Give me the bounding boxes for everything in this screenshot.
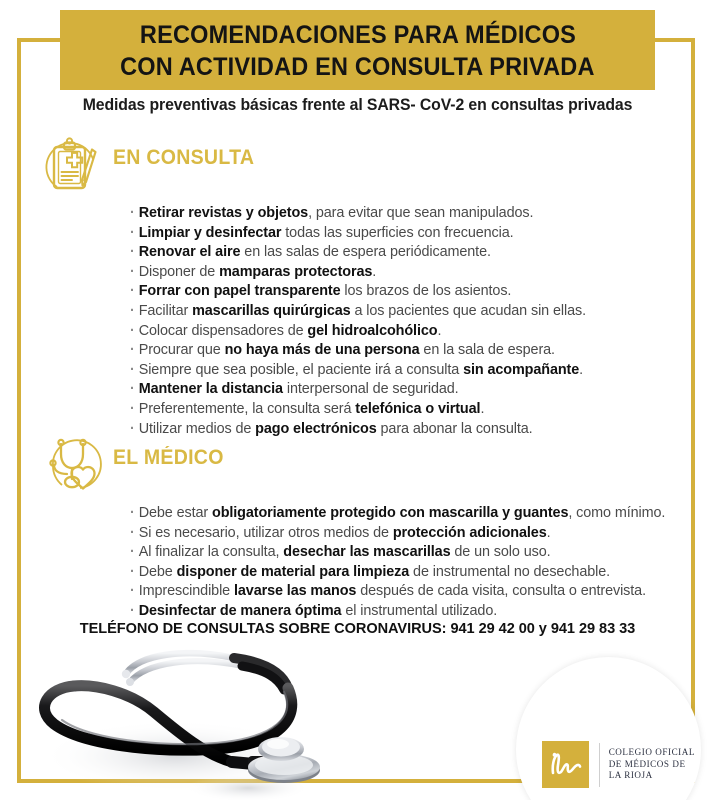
list-item <box>130 543 715 563</box>
item-text-prefix: Disponer de <box>138 263 220 280</box>
list-item <box>130 361 715 381</box>
item-text-emphasis: Renovar el aire <box>138 244 241 261</box>
item-text-emphasis: mascarillas quirúrgicas <box>192 302 351 319</box>
list-item <box>130 563 715 583</box>
item-text-prefix: Preferentemente, la consulta será <box>138 400 356 417</box>
poster-title-line-1: RECOMENDACIONES PARA MÉDICOS <box>139 20 576 49</box>
item-text-rest: interpersonal de seguridad. <box>282 381 459 398</box>
item-text-emphasis: desechar las mascarillas <box>283 544 451 561</box>
item-text-emphasis: gel hidroalcohólico <box>307 322 438 339</box>
item-text-emphasis: obligatoriamente protegido con mascarilla y guantes <box>212 505 569 521</box>
bullet-list-el-medico <box>130 504 715 622</box>
item-text-rest: los brazos de los asientos. <box>340 283 512 300</box>
item-text-rest: el instrumental utilizado. <box>341 602 498 619</box>
item-text-emphasis: Desinfectar de manera óptima <box>138 602 342 619</box>
section-header <box>0 130 715 204</box>
list-item <box>130 582 715 602</box>
item-text-prefix: Debe <box>138 563 177 580</box>
item-text-rest: para abonar la consulta. <box>376 420 533 437</box>
item-text-rest: . <box>579 361 584 378</box>
item-text-prefix: Imprescindible <box>138 583 234 600</box>
list-item <box>130 263 715 283</box>
item-text-emphasis: disponer de material para limpieza <box>176 563 410 580</box>
section-header <box>0 430 715 504</box>
logo-text-block <box>609 747 695 782</box>
section-title-el-medico: EL MÉDICO <box>113 446 224 469</box>
list-item <box>130 524 715 544</box>
list-item <box>130 380 715 400</box>
item-text-emphasis: sin acompañante <box>463 361 580 378</box>
stethoscope-photo <box>26 636 406 800</box>
logo-text-line-2: DE MÉDICOS DE <box>608 758 686 769</box>
list-item <box>130 302 715 322</box>
logo-text-line-1: COLEGIO OFICIAL <box>608 747 695 758</box>
section-en-consulta <box>0 130 715 439</box>
item-text-emphasis: Retirar revistas y objetos <box>138 205 309 221</box>
item-text-prefix: Al finalizar la consulta, <box>138 544 284 561</box>
item-text-emphasis: Limpiar y desinfectar <box>138 224 282 241</box>
bullet-list-en-consulta <box>130 204 715 439</box>
item-text-rest: en las salas de espera periódicamente. <box>240 244 491 261</box>
item-text-emphasis: Mantener la distancia <box>138 381 283 398</box>
item-text-rest: de instrumental no desechable. <box>409 563 611 580</box>
item-text-emphasis: lavarse las manos <box>233 583 357 600</box>
item-text-rest: . <box>546 524 551 541</box>
list-item <box>130 504 715 524</box>
list-item <box>130 341 715 361</box>
item-text-rest: . <box>372 263 377 280</box>
item-text-emphasis: telefónica o virtual <box>355 400 481 417</box>
item-text-rest: . <box>480 400 485 417</box>
list-item <box>130 243 715 263</box>
logo-brushstroke-m-icon <box>542 741 589 788</box>
item-text-rest: , para evitar que sean manipulados. <box>308 205 534 221</box>
stethoscope-heart-icon <box>36 430 108 502</box>
list-item <box>130 282 715 302</box>
item-text-emphasis: pago electrónicos <box>255 420 377 437</box>
item-text-emphasis: protección adicionales <box>392 524 547 541</box>
item-text-prefix: Facilitar <box>138 302 193 319</box>
item-text-prefix: Siempre que sea posible, el paciente irá a consulta <box>138 361 464 378</box>
item-text-rest: después de cada visita, consulta o entrevista. <box>356 583 646 600</box>
item-text-emphasis: mamparas protectoras <box>219 263 373 280</box>
item-text-rest: todas las superficies con frecuencia. <box>281 224 514 241</box>
list-item <box>130 602 715 622</box>
item-text-emphasis: Forrar con papel transparente <box>138 283 341 300</box>
list-item <box>130 224 715 244</box>
coronavirus-phone-line: TELÉFONO DE CONSULTAS SOBRE CORONAVIRUS: 941 29 42 00 y 941 29 83 33 <box>79 620 636 637</box>
item-text-rest: . <box>437 322 442 339</box>
colegio-oficial-logo <box>542 741 695 788</box>
item-text-prefix: Colocar dispensadores de <box>138 322 308 339</box>
item-text-rest: en la sala de espera. <box>419 342 555 359</box>
clipboard-medical-pen-icon <box>36 130 108 202</box>
item-text-prefix: Debe estar <box>138 505 212 521</box>
item-text-prefix: Procurar que <box>138 342 225 359</box>
list-item <box>130 204 715 224</box>
item-text-rest: , como mínimo. <box>568 505 666 521</box>
section-el-medico <box>0 430 715 622</box>
logo-divider <box>599 743 600 787</box>
poster-title-line-2: CON ACTIVIDAD EN CONSULTA PRIVADA <box>120 53 595 81</box>
item-text-prefix: Utilizar medios de <box>138 420 256 437</box>
logo-text-line-3: LA RIOJA <box>608 770 653 781</box>
list-item <box>130 400 715 420</box>
item-text-rest: a los pacientes que acudan sin ellas. <box>350 302 586 319</box>
item-text-prefix: Si es necesario, utilizar otros medios de <box>138 524 393 541</box>
item-text-rest: de un solo uso. <box>450 544 551 561</box>
section-title-en-consulta: EN CONSULTA <box>113 146 255 169</box>
list-item <box>130 322 715 342</box>
item-text-emphasis: no haya más de una persona <box>224 342 420 359</box>
poster-subtitle: Medidas preventivas básicas frente al SARS- CoV-2 en consultas privadas <box>82 96 633 114</box>
title-banner <box>60 10 655 90</box>
